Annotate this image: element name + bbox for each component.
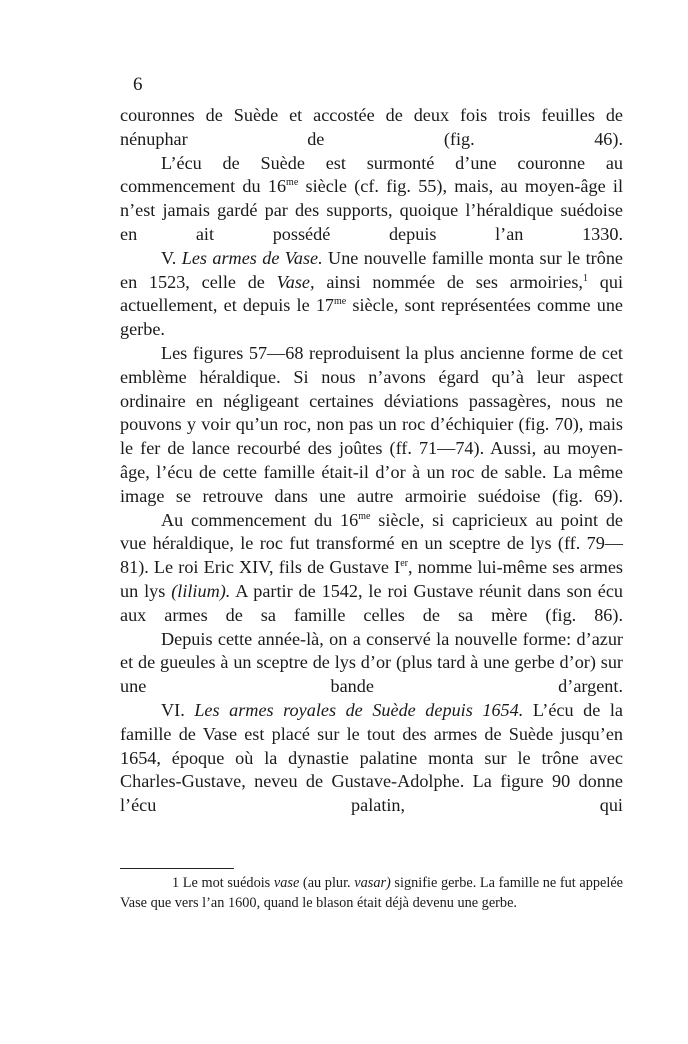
footnotes <box>120 873 623 913</box>
text-run: siècle (cf. fig. 55), mais, au moyen-âge il n’est jamais gardé par des supports, quoique l’héraldique suédoise en ait possédé depuis l’an 1330. <box>120 176 624 244</box>
text-run: Au commencement du 16 <box>161 509 359 530</box>
italic-text: Les armes royales de Suède depuis 1654. <box>194 699 524 720</box>
paragraph-5 <box>120 509 623 628</box>
text-run: L’écu de la famille de Vase est placé sur le tout des armes de Suède jusqu’en 1654, époque où la dynastie palatine monta sur le trône avec Charles-Gustave, neveu de Gustave-Adolphe. La figure 90 donne l’écu palatin, qui <box>120 699 623 816</box>
paragraph-1 <box>120 104 623 152</box>
text-run: V. <box>161 247 182 268</box>
superscript: er <box>400 558 408 570</box>
text-run: , nomme lui-même ses armes un lys <box>120 557 624 601</box>
text-run: signifie gerbe. La famille ne fut appelée Vase que vers l’an 1600, quand le blason était déjà devenu une gerbe. <box>120 875 624 911</box>
text-run: L’écu de Suède est surmonté d’une couronne au commencement du 16 <box>120 152 623 197</box>
italic-text: vase <box>273 875 300 891</box>
superscript: me <box>286 177 299 189</box>
paragraph-3-section-v <box>120 247 623 342</box>
italic-text: Les armes de Vase. <box>181 247 323 268</box>
italic-text: vasar) <box>354 875 391 891</box>
italic-text: Vase, <box>276 271 315 292</box>
text-run: Depuis cette année-là, on a conservé la nouvelle forme: d’azur et de gueules à un sceptre de lys d’or (plus tard à une gerbe d’or) sur une bande d’argent. <box>120 628 623 697</box>
text-run: Une nouvelle famille monta sur le trône en 1523, celle de <box>120 247 623 292</box>
text-run: couronnes de Suède et accostée de deux fois trois feuilles de nénuphar de (fig. 46). <box>120 105 623 149</box>
footnote-rule <box>120 868 234 869</box>
superscript: me <box>358 510 371 522</box>
text-run: 1 Le mot suédois <box>172 875 274 891</box>
text-run: A partir de 1542, le roi Gustave réunit dans son écu aux armes de sa famille celles de sa mère (fig. 86). <box>120 580 623 625</box>
superscript: me <box>334 296 347 308</box>
italic-text: (lilium). <box>171 580 231 601</box>
text-run: qui actuellement, et depuis le 17 <box>120 271 623 316</box>
main-text <box>120 104 623 818</box>
paragraph-6 <box>120 628 623 699</box>
text-run: Les figures 57—68 reproduisent la plus ancienne forme de cet emblème héraldique. Si nous n’avons égard qu’à leur aspect ordinaire en négligeant certaines déviations passagères, nous ne pouvons y voir qu’un roc, non pas un roc d’échiquier (fig. 70), mais le fer de lance recourbé des joûtes (ff. 71—74). Aussi, au moyen-âge, l’écu de cette famille était-il d’or à un roc de sable. La même image se retrouve dans une autre armoirie suédoise (fig. 69). <box>120 342 623 506</box>
superscript: 1 <box>582 272 588 284</box>
paragraph-2 <box>120 152 623 247</box>
text-run: (au plur. <box>299 875 355 891</box>
paragraph-7-section-vi <box>120 699 623 818</box>
paragraph-4 <box>120 342 623 509</box>
text-run: VI. <box>161 699 195 720</box>
footnote-1 <box>120 873 623 913</box>
page-number: 6 <box>133 74 143 95</box>
text-run: ainsi nommée de ses armoiries, <box>314 271 583 292</box>
text-run: siècle, sont représentées comme une gerbe. <box>120 295 623 340</box>
text-run: siècle, si capricieux au point de vue héraldique, le roc fut transformé en un sceptre de lys (ff. 79—81). Le roi Eric XIV, fils de Gustave I <box>120 509 623 578</box>
